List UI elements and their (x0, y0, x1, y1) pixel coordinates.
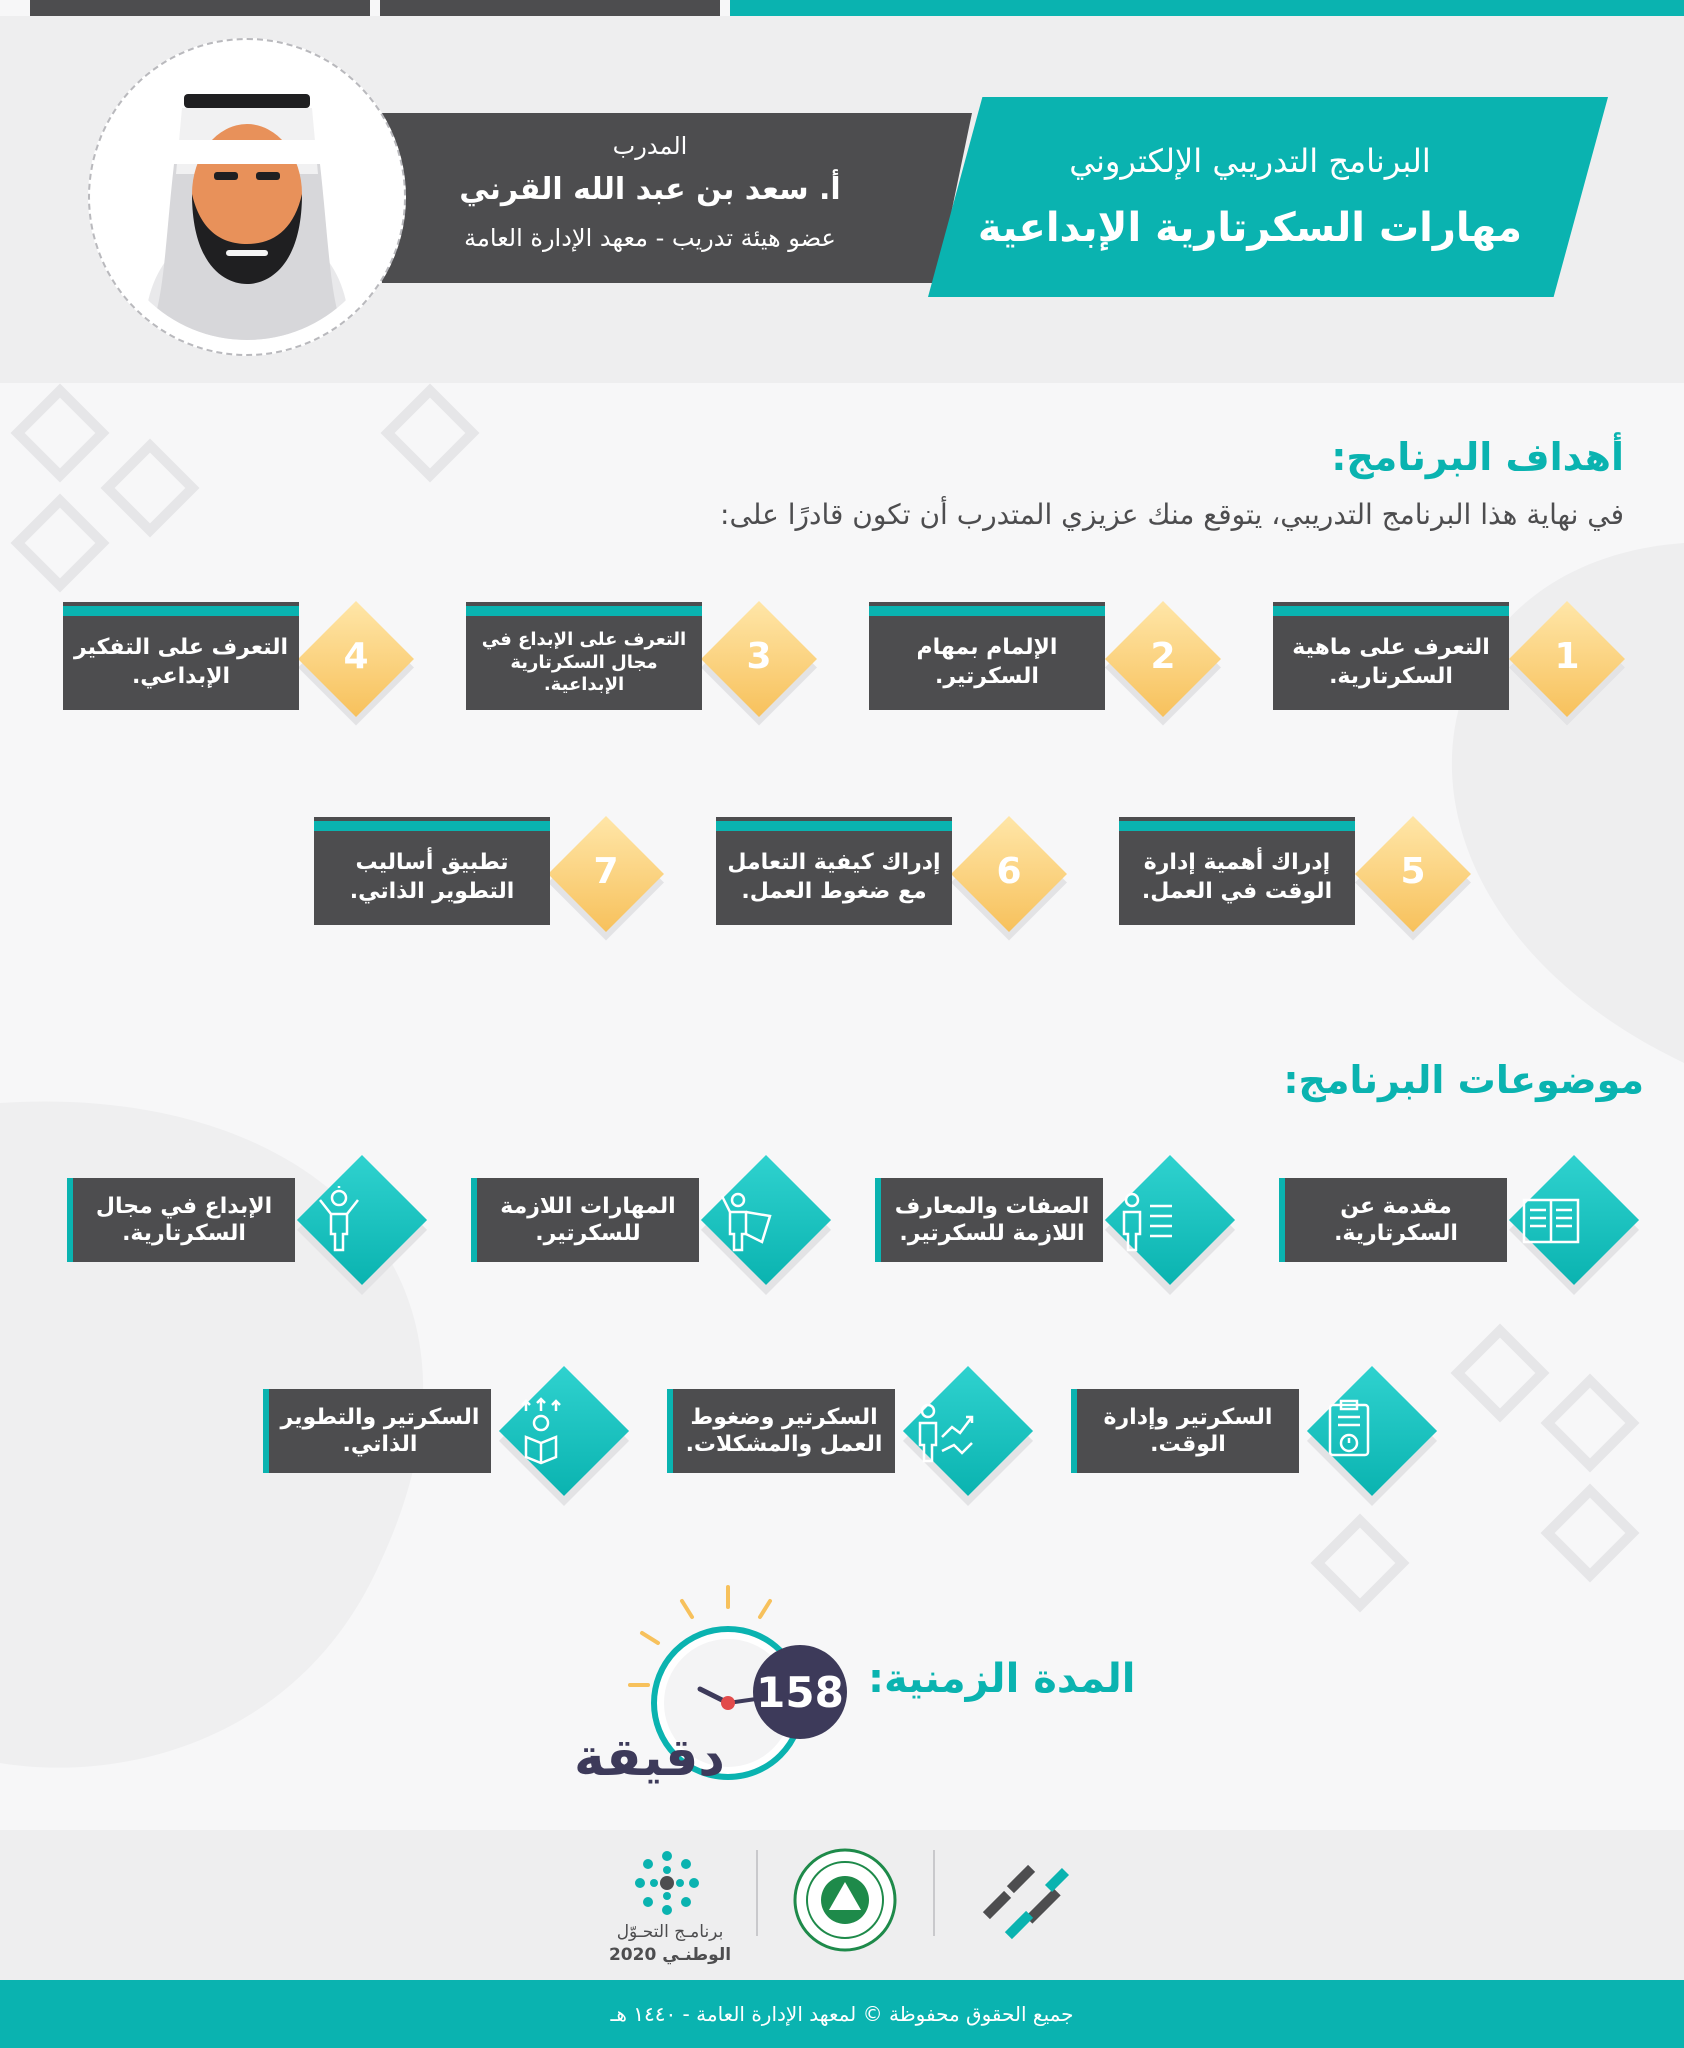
ipa-emblem (793, 1848, 897, 1952)
objective-1-number: 1 (1554, 636, 1580, 677)
program-subtitle: البرنامج التدريبي الإلكتروني (1069, 142, 1431, 180)
topic-4-text: الإبداع في مجال السكرتارية. (67, 1178, 295, 1262)
duration-value: 158 (756, 1668, 844, 1717)
trainer-role: المدرب (612, 132, 688, 160)
objective-4-card (63, 602, 299, 710)
objective-5-card (1119, 817, 1355, 925)
objective-2-card (869, 602, 1105, 710)
trainer-position: عضو هيئة تدريب - معهد الإدارة العامة (464, 224, 836, 252)
objective-5-number: 5 (1400, 851, 1426, 892)
objective-6-card (716, 817, 952, 925)
topics-heading: موضوعات البرنامج: (1283, 1058, 1644, 1102)
objective-6-text: إدراك كيفية التعامل مع ضغوط العمل. (716, 831, 952, 925)
objective-6-bar (716, 817, 952, 831)
topic-3-text: المهارات اللازمة للسكرتير. (471, 1178, 699, 1262)
vision-line1: برنامـج التحـوّل (616, 1922, 724, 1942)
objective-3-text: التعرف على الإبداع في مجال السكرتارية الإبداعية. (466, 616, 702, 710)
top-stripe-gray-1 (380, 0, 720, 16)
trainer-name: أ. سعد بن عبد الله القرني (459, 172, 841, 207)
person-chart-icon (910, 1397, 980, 1467)
program-panel (928, 97, 1608, 297)
clipboard-stopwatch-icon (1314, 1397, 1384, 1467)
top-stripe-gray-2 (30, 0, 370, 16)
background-decoration (0, 383, 1684, 1823)
vision-2030-logo (632, 1848, 702, 1918)
objective-1-bar (1273, 602, 1509, 616)
topic-5-text: السكرتير وإدارة الوقت. (1071, 1389, 1299, 1473)
superhero-icon (708, 1186, 778, 1256)
objective-7-bar (314, 817, 550, 831)
top-stripe-teal (730, 0, 1684, 16)
topic-1-text: مقدمة عن السكرتارية. (1279, 1178, 1507, 1262)
objective-4-bar (63, 602, 299, 616)
program-title: مهارات السكرتارية الإبداعية (977, 205, 1523, 251)
objective-7-card (314, 817, 550, 925)
copyright-bar (0, 1980, 1684, 2048)
objectives-intro: في نهاية هذا البرنامج التدريبي، يتوقع منك عزيزي المتدرب أن تكون قادرًا على: (720, 498, 1624, 531)
topic-7-text: السكرتير والتطوير الذاتي. (263, 1389, 491, 1473)
person-reading-icon (506, 1397, 576, 1467)
person-lightbulb-icon (304, 1186, 374, 1256)
topic-2-text: الصفات والمعارف اللازمة للسكرتير. (875, 1178, 1103, 1262)
footer-divider-2 (933, 1850, 935, 1936)
objective-2-bar (869, 602, 1105, 616)
person-checklist-icon (1112, 1186, 1182, 1256)
objective-7-text: تطبيق أساليب التطوير الذاتي. (314, 831, 550, 925)
objective-4-number: 4 (343, 636, 369, 677)
objective-3-card (466, 602, 702, 710)
duration-label: المدة الزمنية: (868, 1656, 1136, 1702)
objective-4-text: التعرف على التفكير الإبداعي. (63, 616, 299, 710)
objective-6-number: 6 (996, 851, 1022, 892)
objective-1-text: التعرف على ماهية السكرتارية. (1273, 616, 1509, 710)
book-icon (1516, 1186, 1586, 1256)
footer-divider-1 (756, 1850, 758, 1936)
elearning-logo (968, 1856, 1078, 1956)
objective-5-bar (1119, 817, 1355, 831)
objective-3-number: 3 (746, 636, 772, 677)
objective-5-text: إدراك أهمية إدارة الوقت في العمل. (1119, 831, 1355, 925)
objectives-heading: أهداف البرنامج: (1331, 435, 1624, 479)
objective-2-number: 2 (1150, 636, 1176, 677)
trainer-avatar (104, 54, 390, 340)
objective-7-number: 7 (593, 851, 619, 892)
objective-3-bar (466, 602, 702, 616)
objective-2-text: الإلمام بمهام السكرتير. (869, 616, 1105, 710)
vision-line2: الوطنـي 2020 (608, 1945, 732, 1965)
duration-unit: دقيقة (574, 1728, 725, 1788)
copyright-text: جميع الحقوق محفوظة © لمعهد الإدارة العامة - ١٤٤٠ هـ (610, 2002, 1074, 2026)
objective-1-card (1273, 602, 1509, 710)
topic-6-text: السكرتير وضغوط العمل والمشكلات. (667, 1389, 895, 1473)
